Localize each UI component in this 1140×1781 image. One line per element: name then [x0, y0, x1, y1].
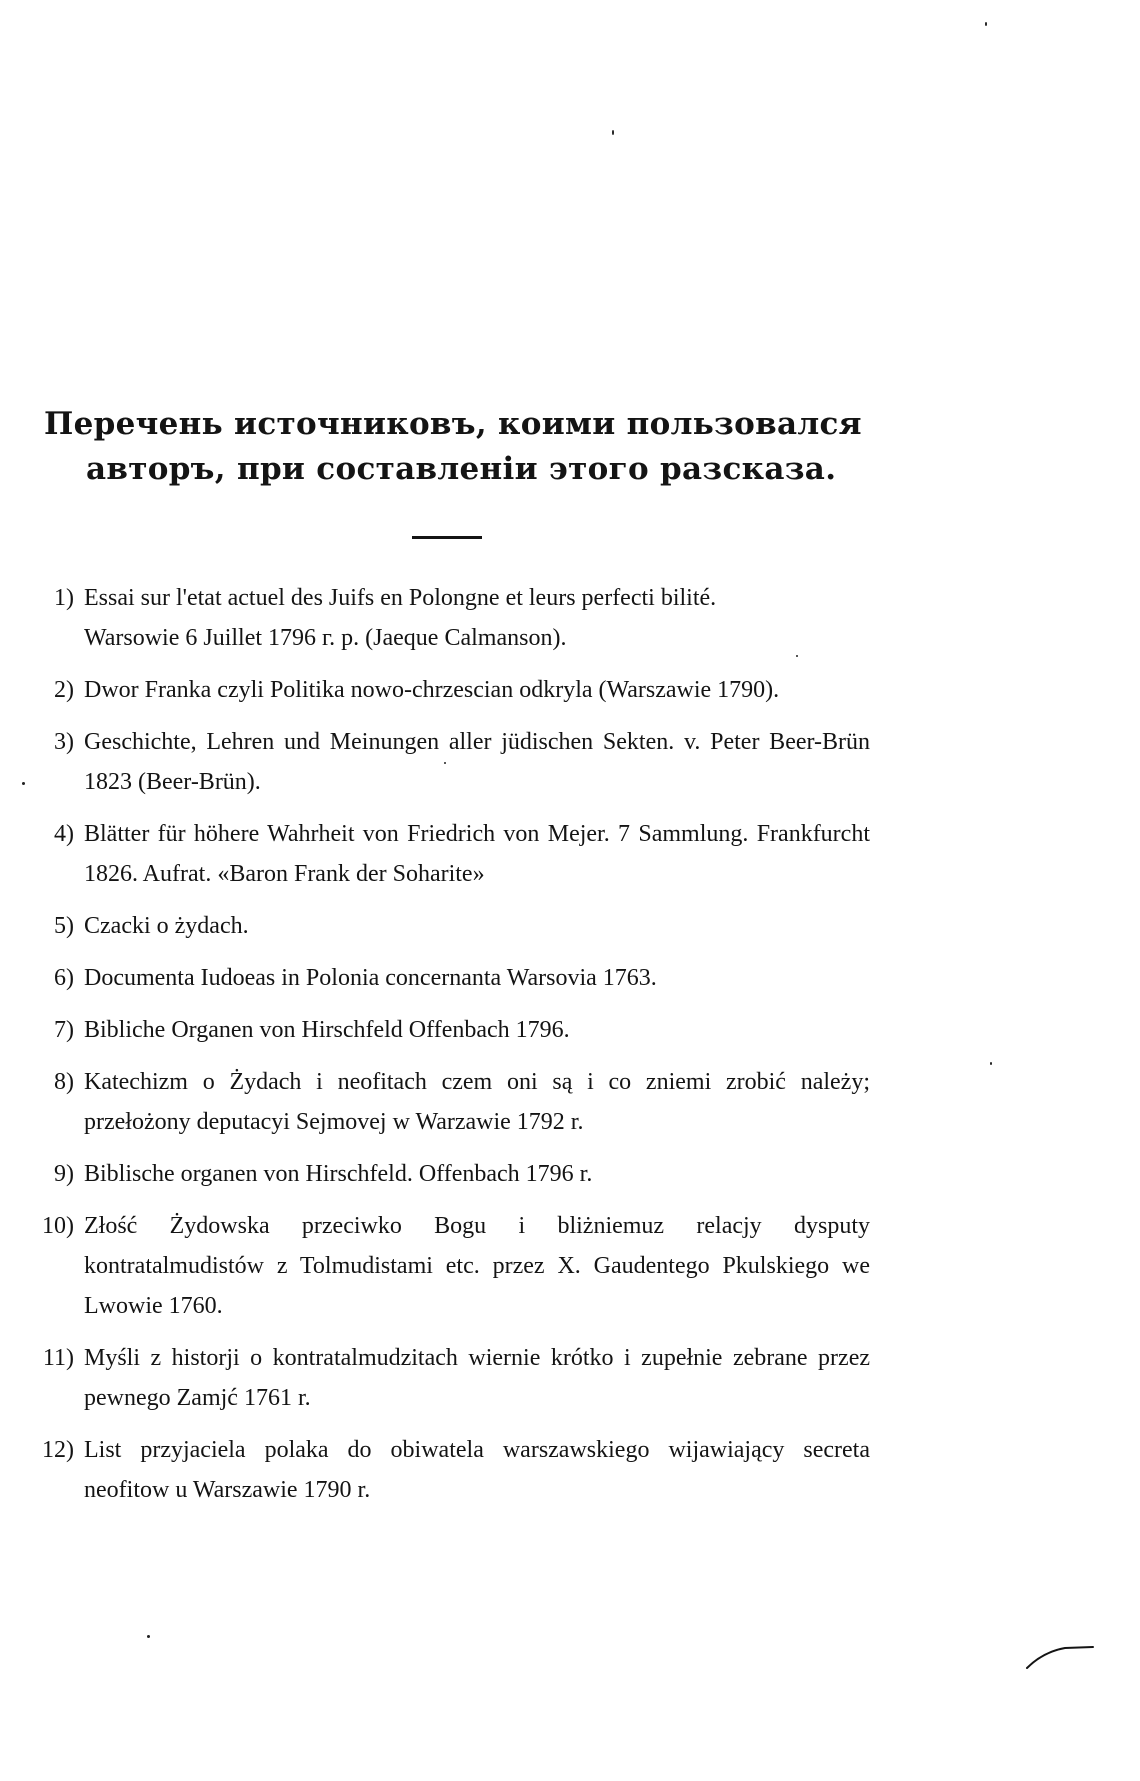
source-text: Essai sur l'etat actuel des Juifs en Polongne et leurs perfecti bilité.	[84, 585, 717, 611]
source-list	[20, 578, 870, 1522]
speck	[985, 22, 987, 26]
title-divider	[412, 536, 482, 539]
speck	[990, 1062, 992, 1065]
source-entry	[20, 1338, 870, 1418]
pen-stroke-mark	[1025, 1642, 1095, 1672]
source-entry	[20, 814, 870, 894]
source-text: Myśli z historji o kontratalmudzitach wiernie krótko i zupełnie zebrane przez pewnego Zamjć 1761 r.	[84, 1345, 870, 1411]
source-text: Bibliche Organen von Hirschfeld Offenbach 1796.	[84, 1017, 570, 1043]
source-number: 4)	[54, 821, 74, 847]
source-number: 2)	[54, 677, 74, 703]
source-number: 10)	[42, 1213, 74, 1239]
source-entry	[20, 1206, 870, 1326]
source-text: Czacki o żydach.	[84, 913, 249, 939]
source-entry	[20, 906, 870, 946]
source-number: 11)	[42, 1345, 74, 1371]
speck	[22, 782, 25, 785]
source-number: 7)	[54, 1017, 74, 1043]
source-entry	[20, 1062, 870, 1142]
source-number: 9)	[54, 1161, 74, 1187]
source-text: Blätter für höhere Wahrheit von Friedrich von Mejer. 7 Sammlung. Frankfurcht 1826. Aufrat. «Baron Frank der Soharite»	[84, 821, 870, 887]
speck	[444, 762, 446, 764]
speck	[147, 1635, 150, 1638]
source-entry	[20, 1154, 870, 1194]
speck	[612, 130, 614, 135]
source-number: 12)	[42, 1437, 74, 1463]
title-line-2: авторъ, при составленіи этого разсказа.	[86, 451, 837, 487]
source-entry	[20, 670, 870, 710]
source-text: Geschichte, Lehren und Meinungen aller jüdischen Sekten. v. Peter Beer-Brün 1823 (Beer-Brün).	[84, 729, 870, 795]
source-entry	[20, 958, 870, 998]
source-entry	[20, 1430, 870, 1510]
source-text: Złość Żydowska przeciwko Bogu i bliżniemuz relacjy dysputy kontratalmudistów z Tolmudistami etc. przez X. Gaudentego Pkulskiego we Lwowie 1760.	[84, 1213, 870, 1319]
source-text: List przyjaciela polaka do obiwatela warszawskiego wijawiający secreta neofitow u Warszawie 1790 r.	[84, 1437, 870, 1503]
source-entry	[20, 578, 870, 658]
source-number: 8)	[54, 1069, 74, 1095]
source-text: Katechizm o Żydach i neofitach czem oni są i co zniemi zrobić należy; przełożony deputacyi Sejmovej w Warzawie 1792 r.	[84, 1069, 870, 1135]
source-number: 3)	[54, 729, 74, 755]
title-line-1: Перечень источниковъ, коими пользовался	[44, 406, 862, 442]
speck	[796, 655, 798, 657]
source-number: 6)	[54, 965, 74, 991]
source-note: Warsowie 6 Juillet 1796 г. p. (Jaeque Calmanson).	[84, 625, 567, 651]
source-text: Documenta Iudoeas in Polonia concernanta Warsovia 1763.	[84, 965, 657, 991]
source-number: 1)	[54, 585, 74, 611]
source-entry	[20, 1010, 870, 1050]
source-text: Biblische organen von Hirschfeld. Offenbach 1796 r.	[84, 1161, 593, 1187]
page-title	[44, 402, 864, 492]
source-number: 5)	[54, 913, 74, 939]
source-text: Dwor Franka czyli Politika nowo-chrzescian odkryla (Warszawie 1790).	[84, 677, 780, 703]
